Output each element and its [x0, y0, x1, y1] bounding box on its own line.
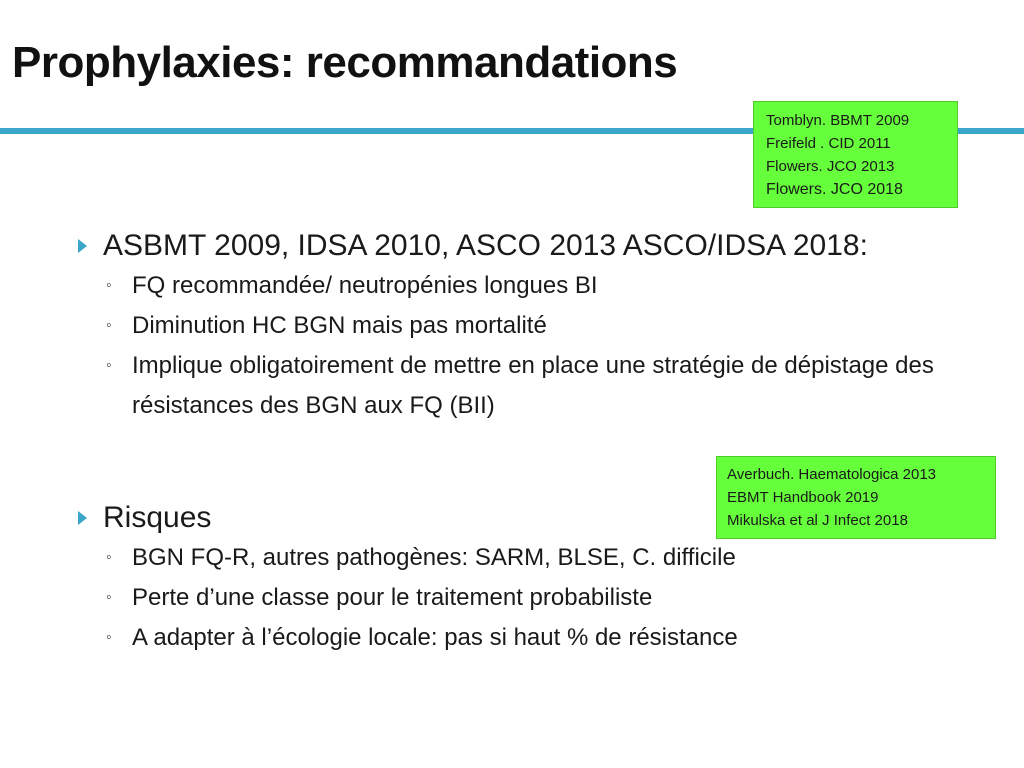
circle-bullet-icon: ◦ — [106, 589, 112, 606]
reference-item: Tomblyn. BBMT 2009 — [766, 112, 910, 129]
circle-bullet-icon: ◦ — [106, 549, 112, 566]
references-box-top — [753, 101, 958, 208]
triangle-right-icon — [78, 239, 87, 253]
bullet-heading-text: Risques — [103, 501, 212, 534]
sub-bullet-text: A adapter à l’écologie locale: pas si haut % de résistance — [132, 624, 738, 651]
reference-item: Mikulska et al J Infect 2018 — [727, 512, 908, 529]
sub-bullet — [0, 618, 1024, 658]
sub-bullet-text: Implique obligatoirement de mettre en place une stratégie de dépistage des résistances des BGN aux FQ (BII) — [132, 352, 934, 419]
bullet-heading — [0, 498, 1024, 538]
circle-bullet-icon: ◦ — [106, 317, 112, 334]
sub-bullet — [0, 346, 1024, 426]
circle-bullet-icon: ◦ — [106, 277, 112, 294]
sub-bullet-text: BGN FQ-R, autres pathogènes: SARM, BLSE, C. difficile — [132, 544, 736, 571]
slide-title: Prophylaxies: recommandations — [12, 38, 678, 87]
section-recommendations — [0, 226, 1024, 426]
bullet-heading — [0, 226, 1024, 266]
circle-bullet-icon: ◦ — [106, 629, 112, 646]
sub-bullet — [0, 306, 1024, 346]
reference-item: Averbuch. Haematologica 2013 — [727, 466, 937, 483]
triangle-right-icon — [78, 511, 87, 525]
sub-bullet-text: FQ recommandée/ neutropénies longues BI — [132, 272, 598, 299]
reference-item: EBMT Handbook 2019 — [727, 489, 879, 506]
sub-bullet — [0, 266, 1024, 306]
sub-bullet-text: Perte d’une classe pour le traitement probabiliste — [132, 584, 653, 611]
reference-item: Flowers. JCO 2018 — [766, 181, 903, 198]
sub-bullet — [0, 578, 1024, 618]
sub-bullet-text: Diminution HC BGN mais pas mortalité — [132, 312, 547, 339]
bullet-heading-text: ASBMT 2009, IDSA 2010, ASCO 2013 ASCO/IDSA 2018: — [103, 229, 868, 262]
circle-bullet-icon: ◦ — [106, 357, 112, 374]
sub-bullet — [0, 538, 1024, 578]
reference-item: Freifeld . CID 2011 — [766, 135, 891, 152]
reference-item: Flowers. JCO 2013 — [766, 158, 895, 175]
section-risks — [0, 498, 1024, 658]
